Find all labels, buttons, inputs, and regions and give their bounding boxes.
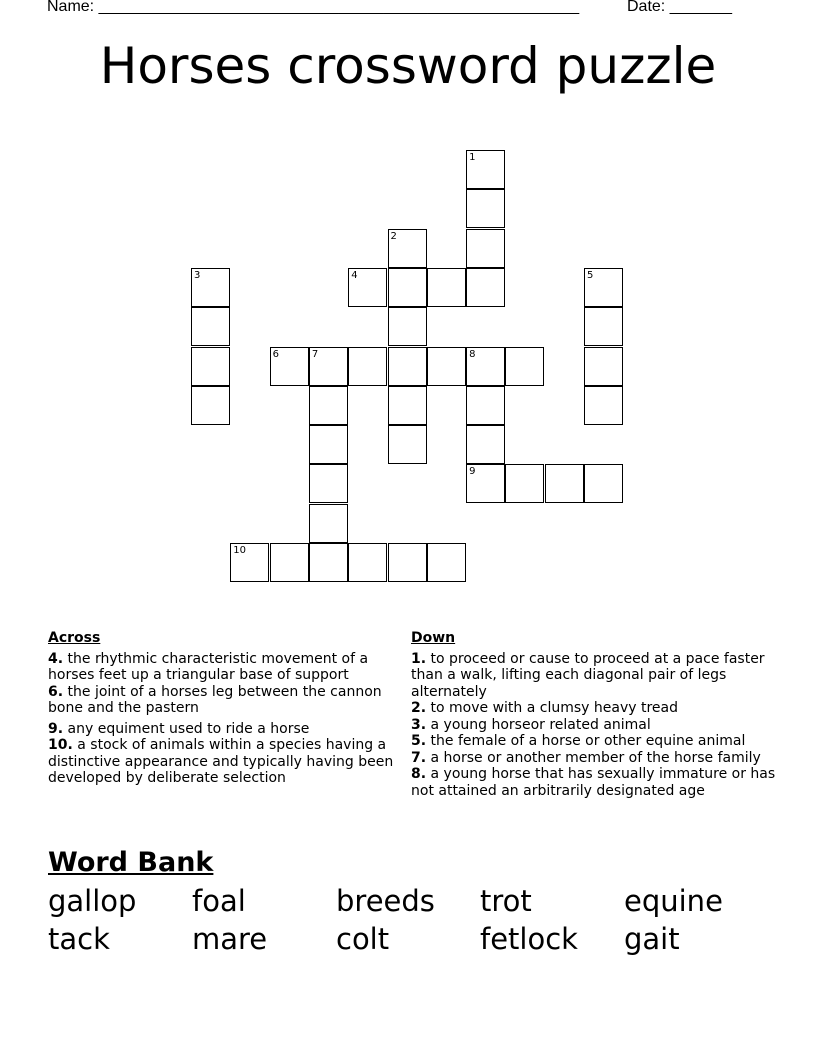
date-field-label: Date: _______ — [627, 0, 732, 15]
crossword-cell[interactable] — [230, 543, 269, 582]
across-heading: Across — [48, 630, 101, 646]
clue-number: 6 — [272, 348, 279, 360]
down-clue-1: 1. to proceed or cause to proceed at a pace faster than a walk, lifting each diagonal pair of legs alternately — [411, 650, 765, 700]
across-clues — [48, 630, 408, 787]
crossword-cell[interactable] — [505, 347, 544, 386]
down-clue-3: 3. a young horseor related animal — [411, 716, 651, 733]
across-clue-9: 9. any equiment used to ride a horse — [48, 720, 310, 737]
crossword-cell[interactable] — [191, 307, 230, 346]
crossword-cell[interactable] — [309, 386, 348, 425]
clue-number: 9 — [469, 466, 476, 478]
down-clue-5: 5. the female of a horse or other equine animal — [411, 733, 746, 749]
crossword-cell[interactable] — [388, 543, 427, 582]
crossword-cell[interactable] — [388, 229, 427, 268]
crossword-cell[interactable] — [466, 189, 505, 228]
crossword-cell[interactable] — [584, 386, 623, 425]
clue-number: 5 — [587, 269, 594, 281]
crossword-cell[interactable] — [309, 504, 348, 543]
crossword-cell[interactable] — [427, 543, 466, 582]
crossword-cell[interactable] — [466, 386, 505, 425]
crossword-cell[interactable] — [466, 464, 505, 503]
crossword-cell[interactable] — [191, 347, 230, 386]
word-bank-word: fetlock — [480, 922, 578, 956]
across-clue-6: 6. the joint of a horses leg between the cannon bone and the pastern — [48, 683, 382, 716]
crossword-cell[interactable] — [584, 347, 623, 386]
across-clue-10: 10. a stock of animals within a species having a distinctive appearance and typically having been developed by deliberate selection — [48, 737, 394, 786]
crossword-cell[interactable] — [191, 386, 230, 425]
crossword-cell[interactable] — [545, 464, 584, 503]
crossword-cell[interactable] — [270, 543, 309, 582]
page-title: Horses crossword puzzle — [99, 37, 717, 95]
word-bank-word: gait — [624, 922, 680, 956]
clue-number: 7 — [311, 348, 319, 360]
clue-number: 3 — [194, 269, 201, 281]
crossword-cell[interactable] — [584, 307, 623, 346]
word-bank-word: trot — [480, 884, 532, 918]
crossword-cell[interactable] — [348, 347, 387, 386]
crossword-cell[interactable] — [466, 347, 505, 386]
crossword-cell[interactable] — [348, 543, 387, 582]
down-clue-8: 8. a young horse that has sexually immature or has not attained an arbitrarily designated age — [411, 766, 776, 799]
crossword-cell[interactable] — [309, 464, 348, 503]
crossword-cell[interactable] — [388, 386, 427, 425]
clue-number: 10 — [233, 545, 247, 556]
crossword-cell[interactable] — [309, 543, 348, 582]
word-bank-word: colt — [336, 922, 390, 956]
crossword-cell[interactable] — [466, 268, 505, 307]
crossword-cell[interactable] — [191, 268, 230, 307]
crossword-cell[interactable] — [388, 425, 427, 464]
down-clue-7: 7. a horse or another member of the horse family — [411, 749, 761, 766]
clue-number: 2 — [390, 230, 397, 242]
word-bank-word: breeds — [336, 884, 435, 918]
crossword-cell[interactable] — [466, 150, 505, 189]
clue-number: 4 — [351, 269, 358, 281]
crossword-cell[interactable] — [466, 229, 505, 268]
crossword-cell[interactable] — [388, 307, 427, 346]
word-bank-word: tack — [48, 922, 110, 956]
clue-number: 8 — [469, 348, 476, 360]
crossword-cell[interactable] — [309, 425, 348, 464]
crossword-cell[interactable] — [388, 268, 427, 307]
name-field-label: Name: ______________________________________________________ — [47, 0, 580, 15]
across-clue-4: 4. the rhythmic characteristic movement of a horses feet up a triangular base of support — [48, 650, 369, 683]
word-bank-heading: Word Bank — [48, 847, 214, 878]
crossword-cell[interactable] — [270, 347, 309, 386]
word-bank-word: mare — [192, 922, 268, 956]
down-clues — [411, 630, 781, 799]
word-bank-word: equine — [624, 884, 723, 918]
word-bank-word: gallop — [48, 884, 137, 918]
word-bank-word: foal — [192, 884, 246, 918]
crossword-cell[interactable] — [427, 268, 466, 307]
crossword-cell[interactable] — [584, 464, 623, 503]
crossword-cell[interactable] — [388, 347, 427, 386]
crossword-cell[interactable] — [505, 464, 544, 503]
crossword-cell[interactable] — [427, 347, 466, 386]
crossword-cell[interactable] — [466, 425, 505, 464]
down-heading: Down — [411, 630, 456, 646]
crossword-cell[interactable] — [348, 268, 387, 307]
clue-number: 1 — [469, 152, 476, 163]
crossword-cell[interactable] — [309, 347, 348, 386]
crossword-cell[interactable] — [584, 268, 623, 307]
down-clue-2: 2. to move with a clumsy heavy tread — [411, 700, 678, 716]
